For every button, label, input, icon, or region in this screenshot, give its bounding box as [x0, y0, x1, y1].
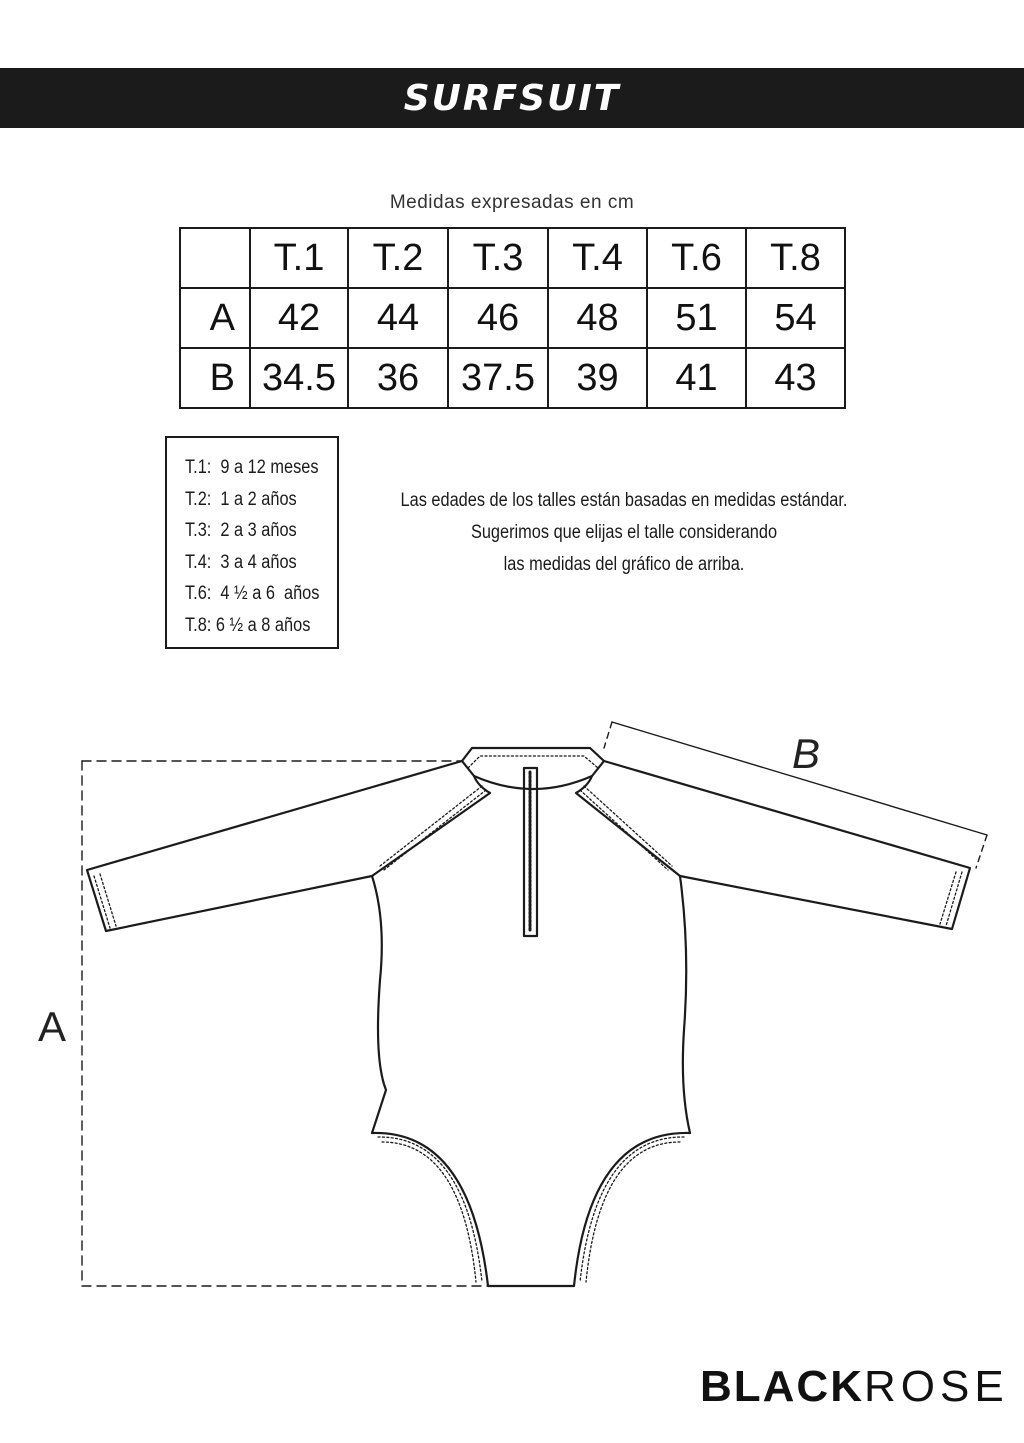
size-row-b — [180, 348, 845, 408]
size-header-cell: T.6 — [647, 228, 746, 288]
brand-light: ROSE — [863, 1362, 1009, 1411]
brand-logo — [700, 1362, 1009, 1412]
size-header-cell: T.8 — [746, 228, 845, 288]
size-header-cell: T.1 — [250, 228, 348, 288]
age-guide-line: T.8: 6 ½ a 8 años — [185, 614, 311, 636]
age-guide-line: T.1: 9 a 12 meses — [185, 457, 319, 478]
surfsuit-diagram — [0, 690, 1024, 1310]
units-note: Medidas expresadas en cm — [389, 192, 635, 213]
advice-line: Las edades de los talles están basadas en medidas estándar. — [400, 490, 848, 511]
row-label: A — [180, 288, 250, 348]
age-guide-line: T.3: 2 a 3 años — [185, 520, 297, 541]
size-header-cell: T.3 — [448, 228, 548, 288]
size-table — [179, 227, 846, 409]
table-cell: 42 — [250, 288, 348, 348]
table-cell: 41 — [647, 348, 746, 408]
table-cell: 36 — [348, 348, 448, 408]
age-guide-line: T.2: 1 a 2 años — [185, 488, 297, 510]
size-header-row — [180, 228, 845, 288]
header-banner — [0, 68, 1024, 128]
table-cell: 51 — [647, 288, 746, 348]
advice-line: las medidas del gráfico de arriba. — [503, 554, 745, 575]
dimension-b-label: B — [792, 730, 821, 777]
size-advice — [364, 485, 884, 581]
size-row-a — [180, 288, 845, 348]
brand-bold: BLACK — [700, 1362, 864, 1411]
table-cell: 46 — [448, 288, 548, 348]
table-cell: 34.5 — [250, 348, 348, 408]
advice-line: Sugerimos que elijas el talle considerando — [470, 522, 778, 543]
age-guide-box — [165, 436, 339, 649]
stitching — [94, 756, 962, 1282]
table-cell: 48 — [548, 288, 647, 348]
page-title: SURFSUIT — [403, 77, 621, 119]
table-cell: 43 — [746, 348, 845, 408]
surfsuit-outline — [87, 748, 970, 1286]
dimension-a-label: A — [38, 1003, 67, 1050]
table-corner-cell — [180, 228, 250, 288]
age-guide-line: T.4: 3 a 4 años — [185, 551, 297, 573]
size-header-cell: T.2 — [348, 228, 448, 288]
size-header-cell: T.4 — [548, 228, 647, 288]
table-cell: 37.5 — [448, 348, 548, 408]
dimension-a-guides — [82, 761, 488, 1286]
table-cell: 39 — [548, 348, 647, 408]
age-guide-line: T.6: 4 ½ a 6 años — [185, 583, 320, 604]
table-cell: 44 — [348, 288, 448, 348]
table-cell: 54 — [746, 288, 845, 348]
row-label: B — [180, 348, 250, 408]
